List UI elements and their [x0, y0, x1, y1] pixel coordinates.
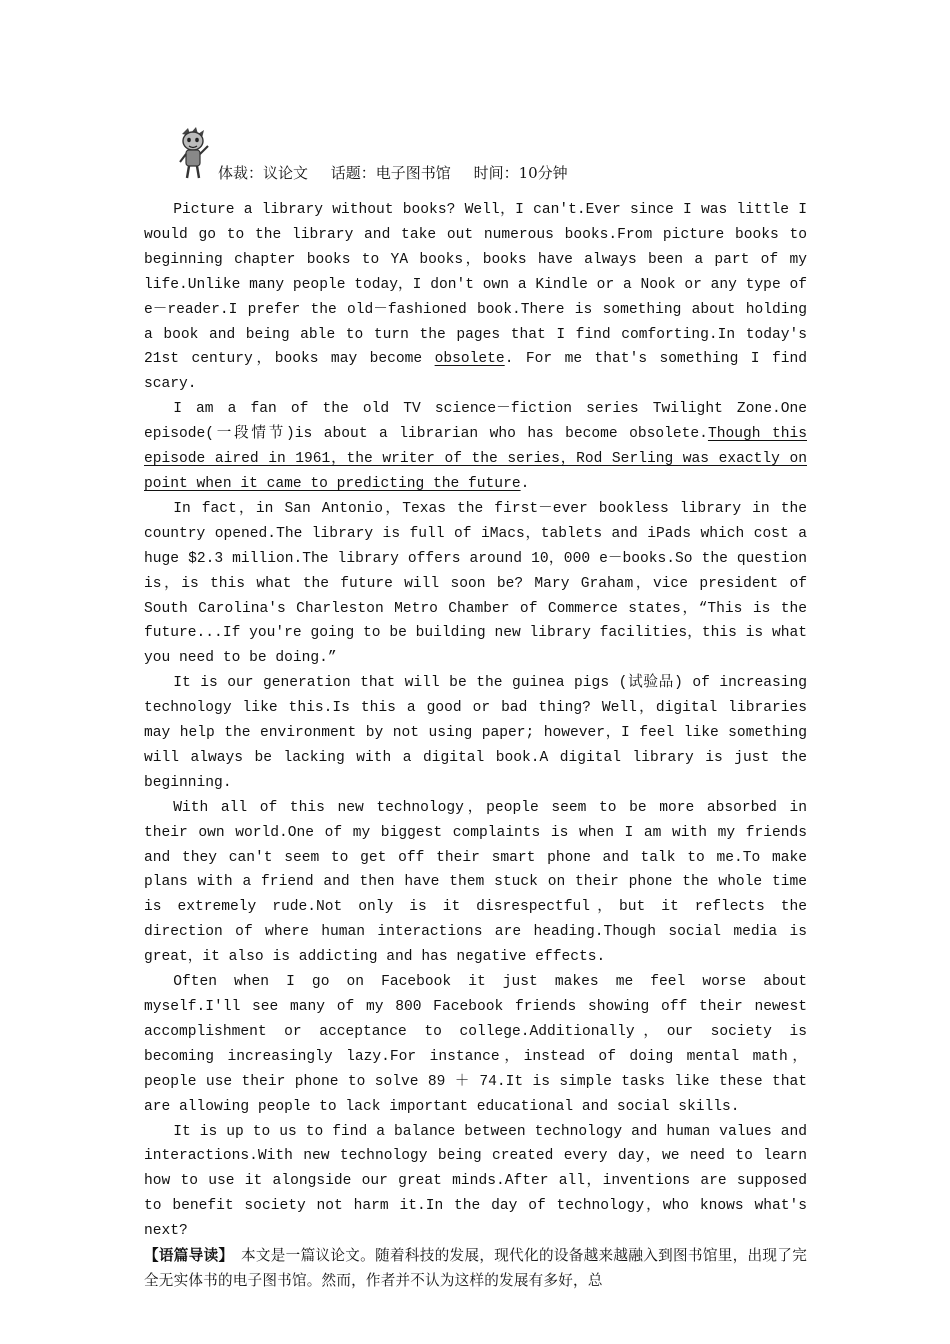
paragraph-3	[144, 497, 807, 671]
paragraph-text: I am a fan of the old TV science－fiction series Twilight Zone.One episode(一段情节)is about a librarian who has become obsolete.	[144, 401, 807, 443]
passage-body	[144, 198, 807, 1294]
paragraph-text: . For me that's something I find scary.	[144, 351, 807, 393]
genre-label: 体裁：议论文	[218, 164, 309, 182]
paragraph-text: It is our generation that will be the guinea pigs (试验品) of increasing technology like this.Is this a good or bad thing? Well，digital libraries may help the environment by not using paper; however，I feel like something will always be lacking with a digital book.A digital library is just the beginning.	[144, 675, 807, 791]
passage-meta	[218, 162, 586, 183]
paragraph-7	[144, 1120, 807, 1245]
paragraph-1	[144, 198, 807, 397]
underlined-sentence: Though this episode aired in 1961，the writer of the series，Rod Serling was exactly on point when it came to predicting the future	[144, 426, 807, 492]
topic-label: 话题：电子图书馆	[330, 164, 451, 182]
cartoon-mascot-icon	[172, 124, 214, 180]
paragraph-text: Picture a library without books? Well，I can't.Ever since I was little I would go to the library and take out numerous books.From picture books to beginning chapter books to YA books，books have always been a part of my life.Unlike many people today，I don't own a Kindle or a Nook or any type of e－reader.I prefer the old－fashioned book.There is something about holding a book and being able to turn the pages that I find comforting.In today's 21st century，books may become	[144, 202, 807, 368]
time-label: 时间：10分钟	[473, 164, 568, 182]
passage-guide	[144, 1244, 807, 1294]
paragraph-text: With all of this new technology，people seem to be more absorbed in their own world.One of my biggest complaints is when I am with my friends and they can't seem to get off their smart phone and talk to me.To make plans with a friend and then have them stuck on their phone the whole time is extremely rude.Not only is it disrespectful，but it reflects the direction of where human interactions are heading.Though social media is great，it also is addicting and has negative effects.	[144, 799, 807, 966]
paragraph-text: .	[520, 475, 530, 492]
paragraph-2	[144, 397, 807, 497]
paragraph-4	[144, 671, 807, 796]
passage-header	[172, 124, 812, 184]
paragraph-5	[144, 796, 807, 970]
guide-text: 本文是一篇议论文。随着科技的发展，现代化的设备越来越融入到图书馆里，出现了完全无实体书的电子图书馆。然而，作者并不认为这样的发展有多好，总	[144, 1247, 807, 1289]
paragraph-text: It is up to us to find a balance between technology and human values and interactions.With new technology being created every day，we need to learn how to use it alongside our great minds.After all，inventions are supposed to benefit society not harm it.In the day of technology，who knows what's next?	[144, 1123, 807, 1240]
paragraph-text: Often when I go on Facebook it just makes me feel worse about myself.I'll see many of my 800 Facebook friends showing off their newest accomplishment or acceptance to college.Additionally，our society is becoming increasingly lazy.For instance，instead of doing mental math，people use their phone to solve 89 ＋ 74.It is simple tasks like these that are allowing people to lack important educational and social skills.	[144, 974, 807, 1115]
paragraph-6	[144, 970, 807, 1119]
guide-title: 【语篇导读】	[144, 1247, 227, 1265]
underlined-word: obsolete	[434, 351, 505, 368]
paragraph-text: In fact，in San Antonio，Texas the first－ever bookless library in the country opened.The library is full of iMacs，tablets and iPads which cost a huge $2.3 million.The library offers around 10，000 e－books.So the question is，is this what the future will soon be? Mary Graham，vice president of South Carolina's Charleston Metro Chamber of Commerce states，“This is the future...If you're going to be building new library facilities，this is what you need to be doing.”	[144, 500, 807, 667]
